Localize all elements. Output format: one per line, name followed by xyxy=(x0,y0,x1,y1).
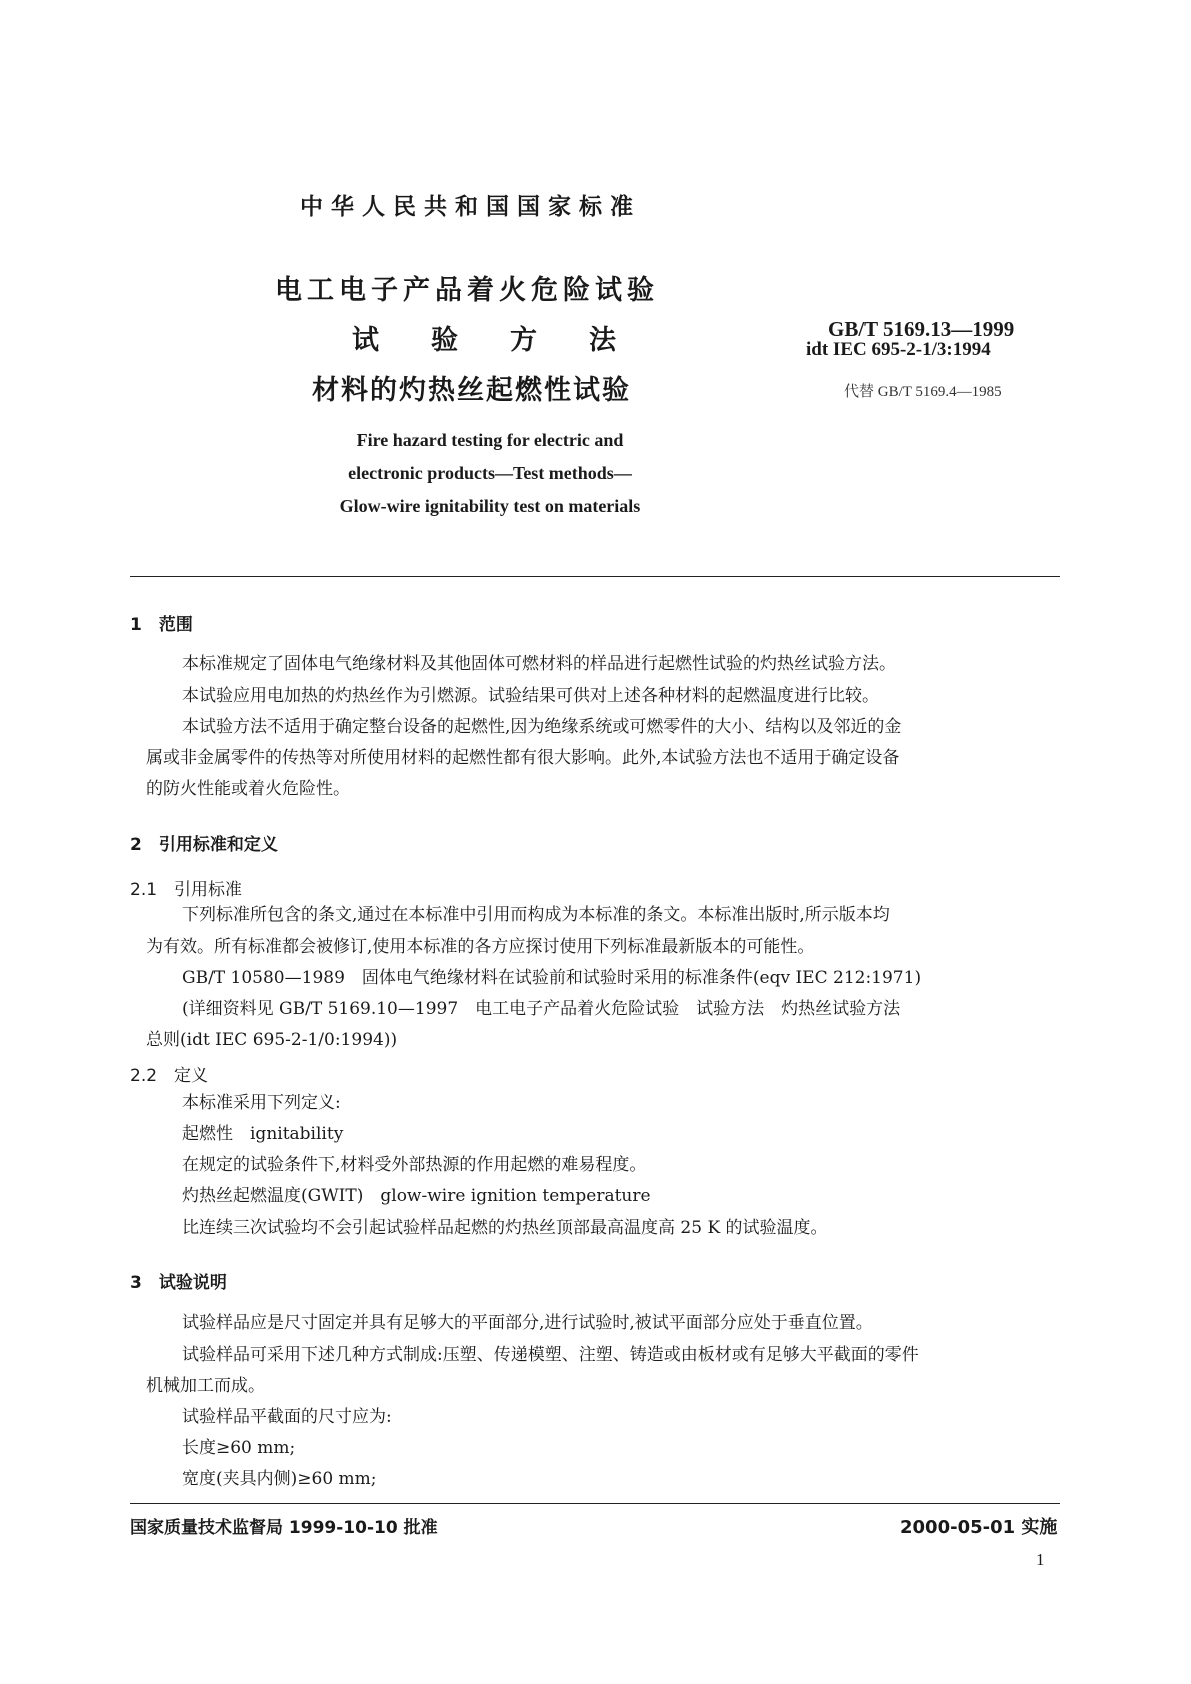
definition-text: 比连续三次试验均不会引起试验样品起燃的灼热丝顶部最高温度高 25 K 的试验温度。 xyxy=(182,1218,828,1238)
paragraph-line: 试验样品可采用下述几种方式制成:压塑、传递模塑、注塑、铸造或由板材或有足够大平截面的零件 xyxy=(182,1345,919,1365)
paragraph-line: 属或非金属零件的传热等对所使用材料的起燃性都有很大影响。此外,本试验方法也不适用于确定设备 xyxy=(146,748,900,768)
title-line-2-char: 试 xyxy=(352,325,379,356)
paragraph-line: 本标准采用下列定义: xyxy=(182,1093,341,1113)
standard-code: GB/T 5169.13—1999 xyxy=(828,317,1015,341)
reference-line: (详细资料见 GB/T 5169.10—1997 电工电子产品着火危险试验 试验方法 灼热丝试验方法 xyxy=(182,999,901,1019)
definition-text: 在规定的试验条件下,材料受外部热源的作用起燃的难易程度。 xyxy=(182,1155,647,1175)
section-1-heading: 1 范围 xyxy=(130,615,193,635)
title-line-1: 电工电子产品着火危险试验 xyxy=(275,275,659,306)
paragraph-line: 试验样品平截面的尺寸应为: xyxy=(182,1407,392,1427)
idt-reference: idt IEC 695-2-1/3:1994 xyxy=(806,339,991,360)
paragraph-line: 本试验方法不适用于确定整台设备的起燃性,因为绝缘系统或可燃零件的大小、结构以及邻近的金 xyxy=(182,717,902,737)
section-2-2-heading: 2.2 定义 xyxy=(130,1066,209,1086)
reference-line: 总则(idt IEC 695-2-1/0:1994)) xyxy=(146,1030,398,1050)
reference-line: GB/T 10580—1989 固体电气绝缘材料在试验前和试验时采用的标准条件(eqv IEC 212:1971) xyxy=(182,968,922,988)
footer-divider xyxy=(130,1503,1060,1504)
section-3-heading: 3 试验说明 xyxy=(130,1273,227,1293)
section-2-heading: 2 引用标准和定义 xyxy=(130,835,278,855)
english-title-line-1: Fire hazard testing for electric and xyxy=(356,430,624,450)
header-divider xyxy=(130,576,1060,577)
title-line-2-char: 方 xyxy=(510,325,537,356)
paragraph-line: 长度≥60 mm; xyxy=(182,1438,296,1458)
approval-date: 国家质量技术监督局 1999-10-10 批准 xyxy=(130,1518,438,1538)
page-number: 1 xyxy=(1036,1550,1045,1569)
paragraph-line: 的防火性能或着火危险性。 xyxy=(146,779,350,799)
national-standard-label: 中华人民共和国国家标准 xyxy=(300,194,641,220)
implementation-date: 2000-05-01 实施 xyxy=(900,1517,1058,1538)
title-line-2-char: 法 xyxy=(589,325,616,356)
english-title-line-2: electronic products—Test methods— xyxy=(348,463,632,483)
english-title-line-3: Glow-wire ignitability test on materials xyxy=(339,496,641,516)
definition-term: 起燃性 ignitability xyxy=(182,1124,344,1144)
title-line-2 xyxy=(352,318,616,357)
title-line-2-char: 验 xyxy=(431,325,458,356)
paragraph-line: 宽度(夹具内侧)≥60 mm; xyxy=(182,1469,377,1489)
section-2-1-heading: 2.1 引用标准 xyxy=(130,880,243,900)
paragraph-line: 本试验应用电加热的灼热丝作为引燃源。试验结果可供对上述各种材料的起燃温度进行比较。 xyxy=(182,686,879,706)
paragraph-line: 本标准规定了固体电气绝缘材料及其他固体可燃材料的样品进行起燃性试验的灼热丝试验方法。 xyxy=(182,654,896,674)
replaces-standard: 代替 GB/T 5169.4—1985 xyxy=(844,384,1002,400)
title-line-3: 材料的灼热丝起燃性试验 xyxy=(312,375,631,406)
paragraph-line: 为有效。所有标准都会被修订,使用本标准的各方应探讨使用下列标准最新版本的可能性。 xyxy=(146,937,815,957)
paragraph-line: 下列标准所包含的条文,通过在本标准中引用而构成为本标准的条文。本标准出版时,所示版本均 xyxy=(182,905,890,925)
paragraph-line: 试验样品应是尺寸固定并具有足够大的平面部分,进行试验时,被试平面部分应处于垂直位置。 xyxy=(182,1313,873,1333)
paragraph-line: 机械加工而成。 xyxy=(146,1376,265,1396)
definition-term: 灼热丝起燃温度(GWIT) glow-wire ignition temperature xyxy=(182,1186,651,1206)
